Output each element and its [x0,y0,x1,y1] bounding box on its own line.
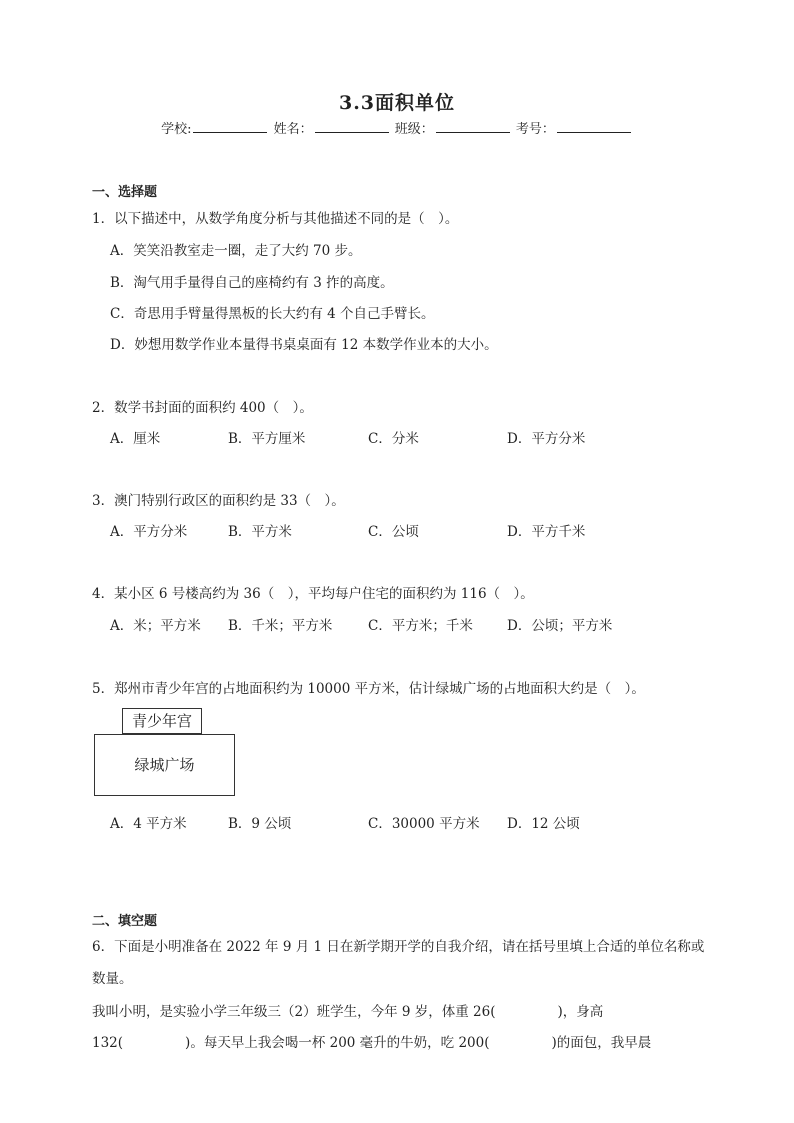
name-label: 姓名： [273,122,313,137]
name-blank[interactable] [315,119,389,133]
question-4-option-d[interactable]: D．公顷；平方米 [507,618,613,634]
question-4-stem: 4．某小区 6 号楼高约为 36（ ），平均每户住宅的面积约为 116（ ）。 [92,586,534,602]
question-3-stem: 3．澳门特别行政区的面积约是 33（ ）。 [92,493,345,509]
question-4-option-b[interactable]: B．千米；平方米 [228,618,333,634]
youth-palace-box: 青少年宫 [122,708,202,734]
question-6-text-height-value: 132( [92,1035,124,1051]
question-2-option-d[interactable]: D．平方分米 [507,431,586,447]
question-4-option-c[interactable]: C．平方米；千米 [368,618,473,634]
number-label: 考号： [515,122,555,137]
question-1-option-c[interactable]: C．奇思用手臂量得黑板的长大约有 4 个自己手臂长。 [110,306,435,322]
question-5-option-b[interactable]: B．9 公顷 [228,816,292,832]
question-2-option-a[interactable]: A．厘米 [110,431,161,447]
question-4-option-a[interactable]: A．米；平方米 [110,618,201,634]
question-6-line-2: 数量。 [92,971,133,987]
question-2-stem: 2．数学书封面的面积约 400（ ）。 [92,400,313,416]
question-6-text-bread: )。每天早上我会喝一杯 200 毫升的牛奶，吃 200( [185,1035,490,1051]
question-6-line-3 [92,1000,603,1020]
question-2-option-b[interactable]: B．平方厘米 [228,431,306,447]
question-3-option-c[interactable]: C．公顷 [368,524,419,540]
school-blank[interactable] [193,119,267,133]
question-6-text-morning: )的面包，我早晨 [551,1035,652,1051]
question-6-text-height: )，身高 [557,1004,604,1020]
question-3-option-a[interactable]: A．平方分米 [110,524,188,540]
question-3-option-d[interactable]: D．平方千米 [507,524,586,540]
question-6-line-1: 6．下面是小明准备在 2022 年 9 月 1 日在新学期开学的自我介绍，请在括号里填上合适的单位名称或 [92,939,705,955]
green-city-square-box: 绿城广场 [94,734,235,796]
number-blank[interactable] [557,119,631,133]
question-5-stem: 5．郑州市青少年宫的占地面积约为 10000 平方米，估计绿城广场的占地面积大约是（ ）。 [92,681,645,697]
question-5-option-a[interactable]: A．4 平方米 [110,816,187,832]
question-1-stem: 1．以下描述中，从数学角度分析与其他描述不同的是（ ）。 [92,211,459,227]
page-title: 3.3面积单位 [338,92,456,114]
question-3-option-b[interactable]: B．平方米 [228,524,292,540]
class-label: 班级： [394,122,434,137]
question-2-option-c[interactable]: C．分米 [368,431,419,447]
section-heading-choice: 一、选择题 [92,185,158,200]
class-blank[interactable] [436,119,510,133]
student-info-line [0,118,794,137]
question-5-option-d[interactable]: D．12 公顷 [507,816,580,832]
question-6-line-4 [92,1031,651,1051]
school-label: 学校: [161,122,192,137]
section-heading-fill: 二、填空题 [92,914,158,929]
question-5-option-c[interactable]: C．30000 平方米 [368,816,480,832]
question-6-text-weight: 我叫小明，是实验小学三年级三（2）班学生，今年 9 岁，体重 26( [92,1004,496,1020]
question-1-option-d[interactable]: D．妙想用数学作业本量得书桌桌面有 12 本数学作业本的大小。 [110,337,498,353]
question-1-option-b[interactable]: B．淘气用手量得自己的座椅约有 3 拃的高度。 [110,275,394,291]
question-1-option-a[interactable]: A．笑笑沿教室走一圈，走了大约 70 步。 [110,243,362,259]
